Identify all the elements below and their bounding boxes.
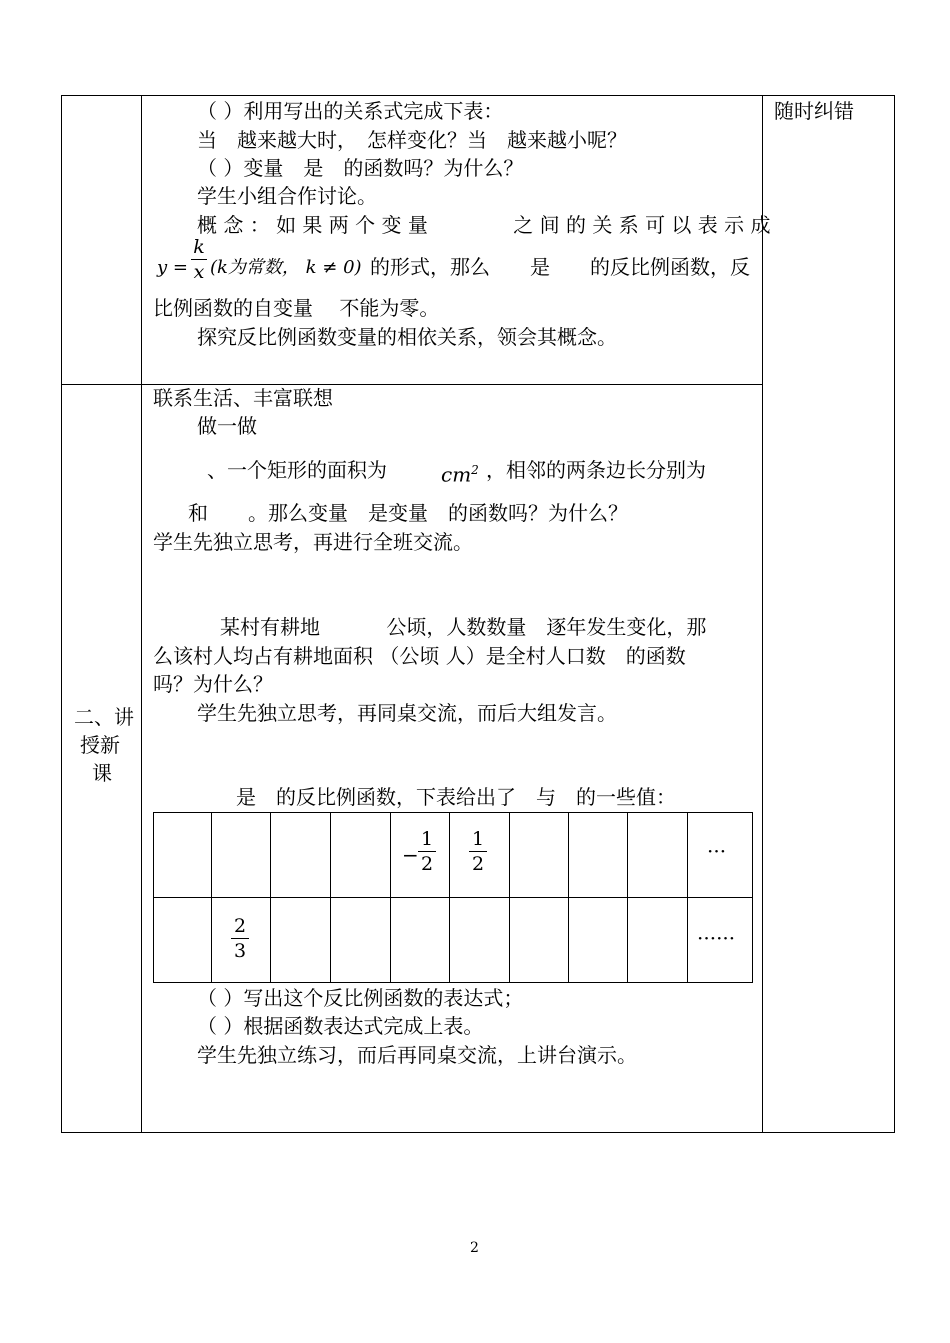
col-line-2: [270, 812, 271, 982]
col-divider-left: [141, 95, 142, 1133]
formula-numerator: k: [193, 236, 205, 258]
value-table-row-divider: [153, 897, 753, 898]
frac-den: 3: [233, 940, 247, 962]
col-line-9: [687, 812, 688, 982]
row-divider: [61, 384, 763, 385]
right-column-note: 随时纠错: [774, 99, 854, 123]
col-line-4: [390, 812, 391, 982]
col-line-7: [568, 812, 569, 982]
frac-den: 2: [471, 853, 485, 875]
q1-text-d: 学生先独立思考，再进行全班交流。: [153, 530, 473, 554]
q1-text-b: ，相邻的两条边长分别为: [486, 458, 706, 482]
q2-text-b: 么该村人均占有耕地面积 （公顷 人）是全村人口数 的函数: [153, 644, 686, 668]
b1-line6-tail: 的形式，那么 是 的反比例函数，反: [370, 255, 750, 279]
table-row1-ellipsis: ···: [707, 839, 727, 863]
frac-num: 1: [420, 828, 434, 850]
q1-unit-text: cm: [441, 462, 472, 487]
formula-fraction: [191, 236, 207, 283]
section-label-line2: 授新: [80, 733, 120, 757]
q2-text-d: 学生先独立思考，再同桌交流，而后大组发言。: [197, 701, 617, 725]
q2-text-a: 某村有耕地 公顷，人数数量 逐年发生变化，那: [220, 615, 707, 639]
b1-line4: 学生小组合作讨论。: [197, 184, 377, 208]
b1-line5: 概 念 ： 如 果 两 个 变 量 之 间 的 关 系 可 以 表 示 成: [197, 213, 771, 237]
b2-sub: 做一做: [197, 414, 257, 438]
b2-heading: 联系生活、丰富联想: [153, 386, 333, 410]
frac-den: 2: [420, 853, 434, 875]
col-line-3: [330, 812, 331, 982]
b1-line7: 比例函数的自变量 不能为零。: [153, 296, 440, 320]
table-frac-two-thirds: [231, 915, 249, 962]
table-neg-sign: −: [402, 843, 419, 867]
q1-text-c: 和 。那么变量 是变量 的函数吗？为什么？: [188, 501, 628, 525]
q1-unit-sup: 2: [471, 463, 479, 477]
formula-condition: (k为常数， k ≠ 0): [210, 257, 362, 278]
frac-num: 2: [233, 915, 247, 937]
q2-text-c: 吗？为什么？: [153, 672, 273, 696]
formula-y: y =: [157, 257, 188, 278]
q3-text-b: （ ）根据函数表达式完成上表。: [197, 1014, 484, 1038]
table-frac-neg-half: [418, 828, 436, 875]
col-line-1: [211, 812, 212, 982]
b1-line2: 当 越来越大时， 怎样变化？当 越来越小呢？: [197, 128, 627, 152]
frac-num: 1: [471, 828, 485, 850]
formula-denominator: x: [193, 261, 205, 283]
col-divider-right: [762, 95, 763, 1133]
page-number: 2: [470, 1240, 479, 1256]
q3-intro: 是 的反比例函数，下表给出了 与 的一些值：: [236, 785, 676, 809]
col-line-8: [627, 812, 628, 982]
b1-line1: （ ）利用写出的关系式完成下表：: [197, 99, 504, 123]
section-label-line3: 课: [92, 761, 112, 785]
col-line-6: [509, 812, 510, 982]
table-frac-half: [469, 828, 487, 875]
q3-text-a: （ ）写出这个反比例函数的表达式；: [197, 986, 524, 1010]
b1-line8: 探究反比例函数变量的相依关系，领会其概念。: [197, 325, 617, 349]
table-row2-ellipsis: ······: [697, 926, 736, 950]
q3-text-c: 学生先独立练习，而后再同桌交流，上讲台演示。: [197, 1043, 637, 1067]
b1-line3: （ ）变量 是 的函数吗？为什么？: [197, 156, 524, 180]
section-label-line1: 二、讲: [74, 705, 134, 729]
col-line-5: [449, 812, 450, 982]
q1-text-a: 、一个矩形的面积为: [207, 458, 387, 482]
q1-unit: [441, 458, 479, 487]
